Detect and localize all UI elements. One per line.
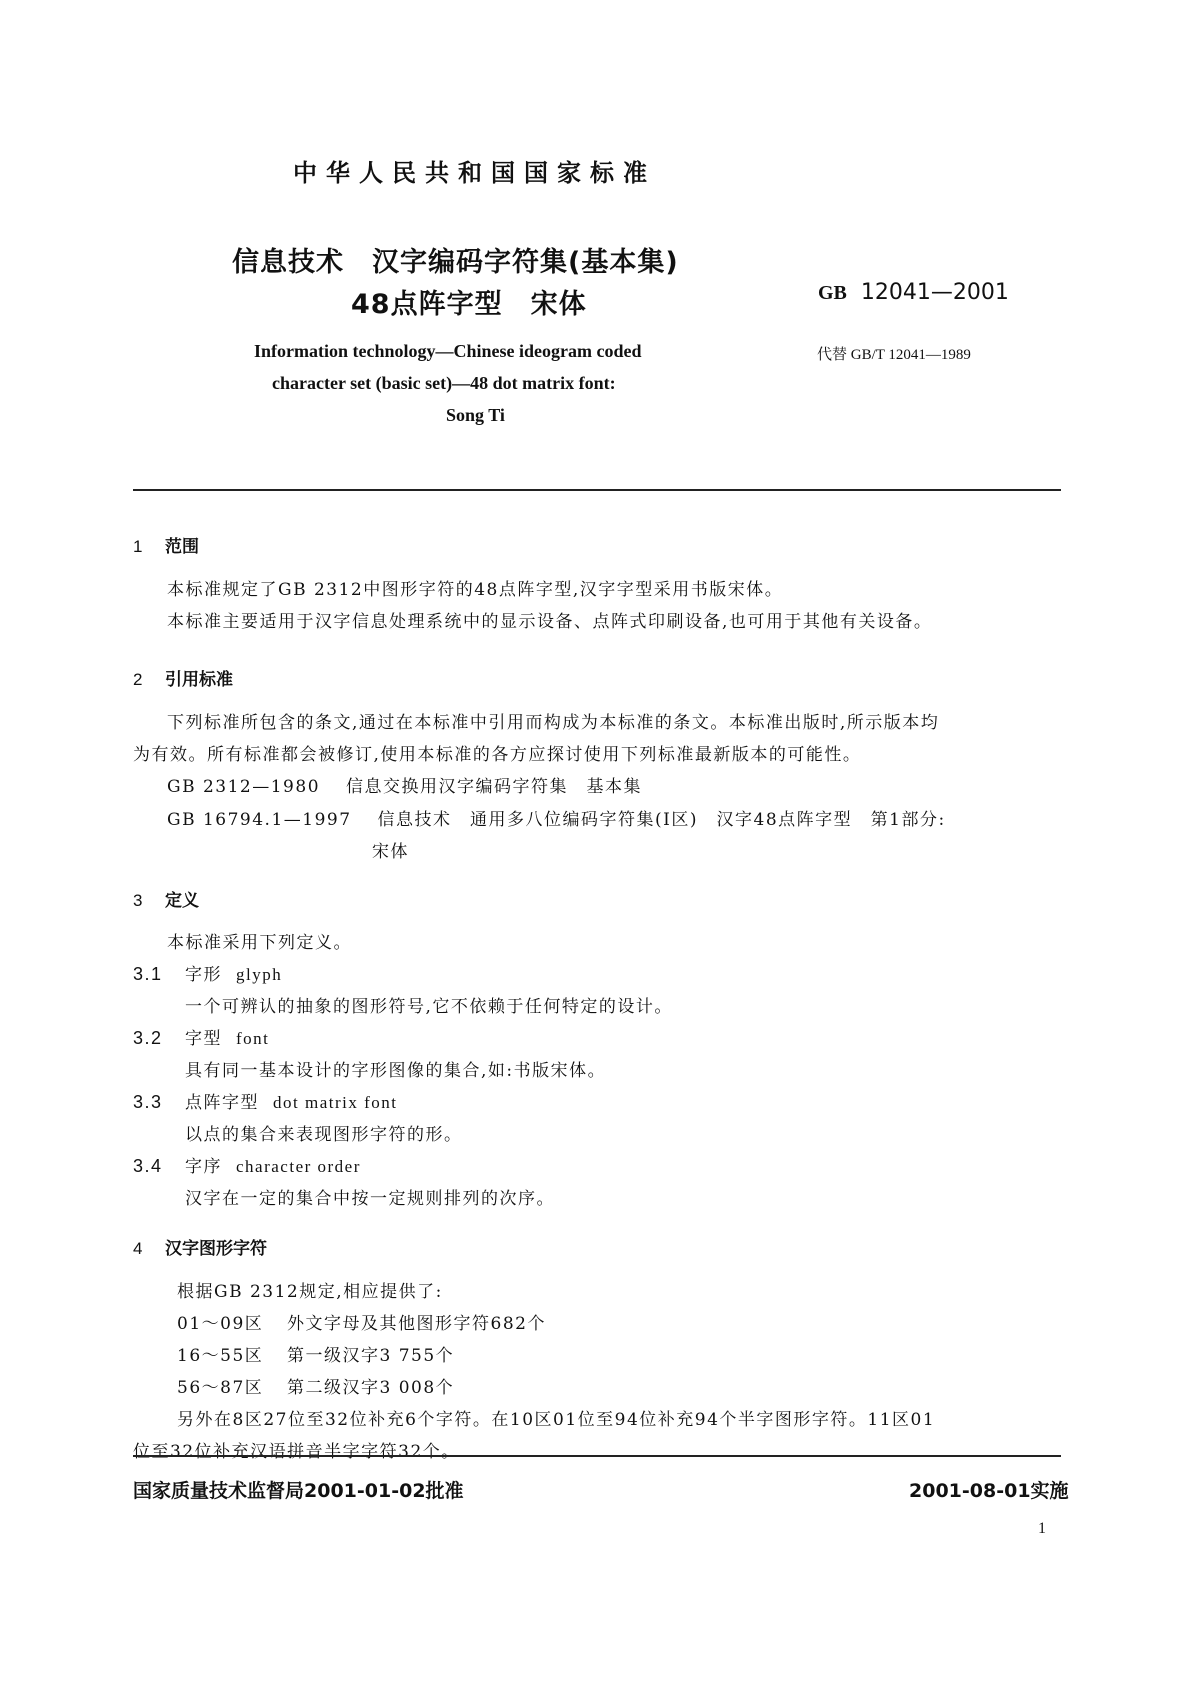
section-2-para-line-1: 下列标准所包含的条文,通过在本标准中引用而构成为本标准的条文。本标准出版时,所示版本均 bbox=[167, 713, 940, 733]
definition-term: 3.3 点阵字型 dot matrix font bbox=[133, 1092, 398, 1113]
english-title-line-2: character set (basic set)—48 dot matrix font: bbox=[272, 373, 616, 393]
definition-text: 具有同一基本设计的字形图像的集合,如:书版宋体。 bbox=[185, 1061, 607, 1081]
footer-divider bbox=[133, 1455, 1061, 1457]
page-number: 1 bbox=[1038, 1520, 1046, 1537]
definition-term: 3.1 字形 glyph bbox=[133, 964, 283, 985]
section-1-heading: 1 范围 bbox=[133, 537, 199, 557]
section-1-para-1: 本标准规定了GB 2312中图形字符的48点阵字型,汉字字型采用书版宋体。 bbox=[167, 580, 784, 600]
zone-item: 56～87区 第二级汉字3 008个 bbox=[177, 1378, 455, 1398]
effective-date: 2001-08-01实施 bbox=[909, 1480, 1069, 1502]
section-3-heading: 3 定义 bbox=[133, 891, 199, 911]
definition-term: 3.2 字型 font bbox=[133, 1028, 270, 1049]
section-4-heading: 4 汉字图形字符 bbox=[133, 1239, 267, 1259]
reference-item-continuation: 宋体 bbox=[372, 842, 409, 862]
approval-note: 国家质量技术监督局2001-01-02批准 bbox=[133, 1480, 464, 1502]
replaces-note: 代替 GB/T 12041—1989 bbox=[817, 347, 971, 363]
header-divider bbox=[133, 489, 1061, 491]
zone-item: 16～55区 第一级汉字3 755个 bbox=[177, 1346, 455, 1366]
section-2-para-line-2: 为有效。所有标准都会被修订,使用本标准的各方应探讨使用下列标准最新版本的可能性。 bbox=[133, 745, 862, 765]
title-line-1: 信息技术 汉字编码字符集(基本集) bbox=[232, 247, 679, 278]
section-4-extra-line-2: 位至32位补充汉语拼音半字字符32个。 bbox=[133, 1442, 460, 1462]
reference-item: GB 16794.1—1997 信息技术 通用多八位编码字符集(Ⅰ区) 汉字48点阵字型 第1部分: bbox=[167, 810, 946, 830]
reference-item: GB 2312—1980 信息交换用汉字编码字符集 基本集 bbox=[167, 777, 643, 797]
definition-text: 一个可辨认的抽象的图形符号,它不依赖于任何特定的设计。 bbox=[185, 997, 673, 1017]
section-4-extra-line-1: 另外在8区27位至32位补充6个字符。在10区01位至94位补充94个半字图形字符。11区01 bbox=[177, 1410, 936, 1430]
english-title-line-3: Song Ti bbox=[446, 405, 505, 425]
section-2-heading: 2 引用标准 bbox=[133, 670, 233, 690]
section-1-para-2: 本标准主要适用于汉字信息处理系统中的显示设备、点阵式印刷设备,也可用于其他有关设备。 bbox=[167, 612, 933, 632]
section-4-intro: 根据GB 2312规定,相应提供了: bbox=[177, 1282, 443, 1302]
definition-text: 以点的集合来表现图形字符的形。 bbox=[185, 1125, 463, 1145]
national-standard-heading: 中华人民共和国国家标准 bbox=[293, 159, 656, 187]
definition-term: 3.4 字序 character order bbox=[133, 1156, 361, 1177]
zone-item: 01～09区 外文字母及其他图形字符682个 bbox=[177, 1314, 546, 1334]
standard-prefix: GB bbox=[818, 282, 847, 304]
title-line-2: 48点阵字型 宋体 bbox=[351, 289, 587, 320]
standard-code bbox=[818, 280, 1009, 305]
standard-number: 12041—2001 bbox=[860, 280, 1009, 305]
section-3-intro: 本标准采用下列定义。 bbox=[167, 933, 352, 953]
english-title-line-1: Information technology—Chinese ideogram coded bbox=[254, 341, 642, 361]
definition-text: 汉字在一定的集合中按一定规则排列的次序。 bbox=[185, 1189, 555, 1209]
